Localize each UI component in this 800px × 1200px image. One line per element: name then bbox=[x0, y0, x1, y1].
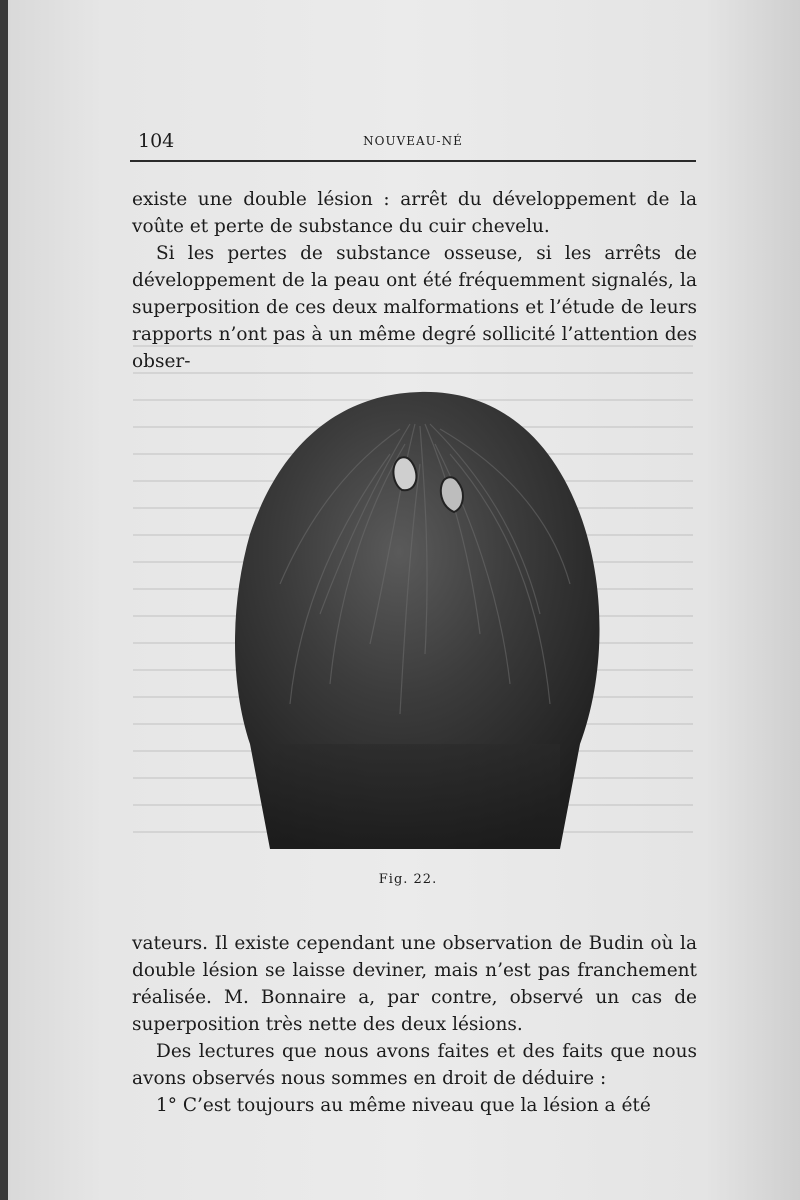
figure-22-photograph bbox=[230, 384, 606, 852]
figure-caption: Fig. 22. bbox=[378, 872, 438, 887]
body-text-top bbox=[132, 186, 697, 375]
running-head bbox=[130, 126, 696, 156]
paragraph: existe une double lésion : arrêt du développement de la voûte et perte de substance du cuir chevelu. bbox=[132, 189, 697, 237]
paragraph: Si les pertes de substance osseuse, si les arrêts de développement de la peau ont été fréquemment signalés, la superposition de ces deux malformations et l’étude de leurs rapports n’ont pas à un même degré sollicité l’attention des obser- bbox=[132, 243, 697, 372]
paragraph: 1° C’est toujours au même niveau que la lésion a été bbox=[156, 1095, 651, 1116]
paragraph: vateurs. Il existe cependant une observation de Budin où la double lésion se laisse deviner, mais n’est pas franchement réalisée. M. Bonnaire a, par contre, observé un cas de superposition très nette des deux lésions. bbox=[132, 933, 697, 1035]
paragraph: Des lectures que nous avons faites et des faits que nous avons observés nous sommes en droit de déduire : bbox=[132, 1041, 697, 1089]
page-number: 104 bbox=[138, 130, 175, 152]
header-rule bbox=[130, 160, 696, 162]
infant-head-photo bbox=[230, 384, 606, 852]
scalp-lesion-left bbox=[393, 457, 416, 490]
body-text-bottom bbox=[132, 930, 697, 1119]
book-page bbox=[8, 0, 800, 1200]
running-title: NOUVEAU-NÉ bbox=[363, 134, 463, 148]
